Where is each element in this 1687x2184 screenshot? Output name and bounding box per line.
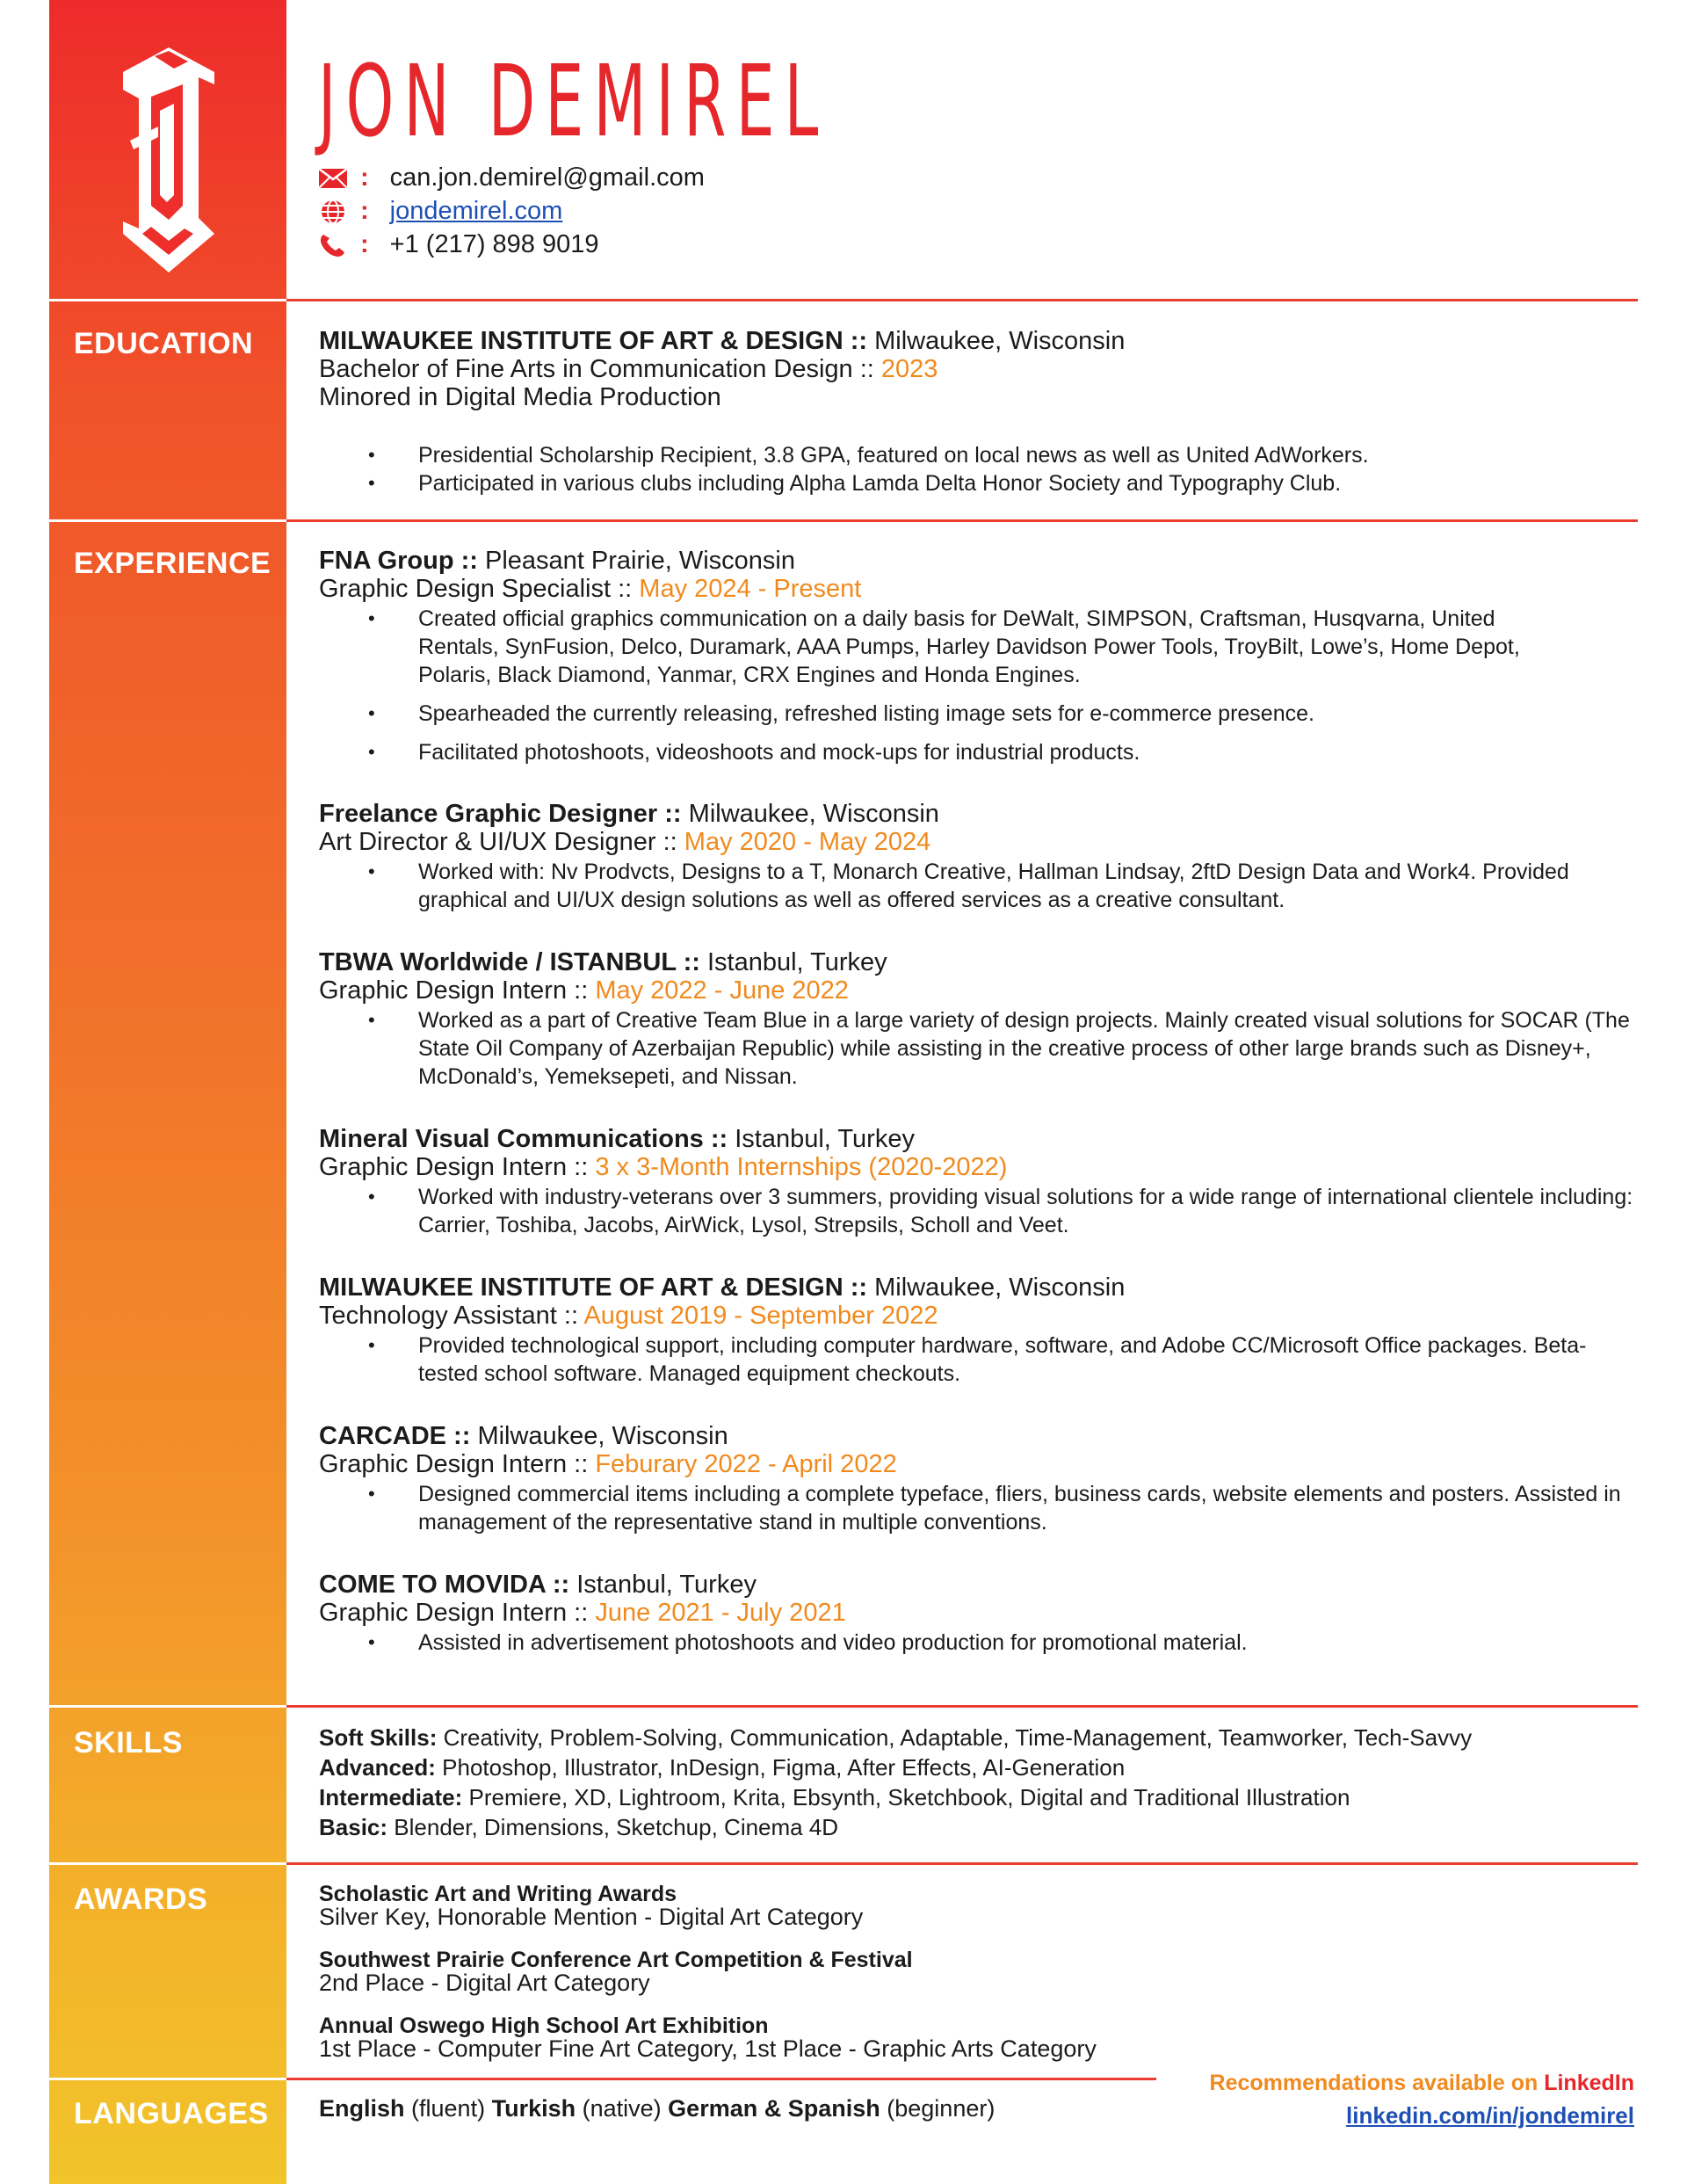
language-name: Turkish xyxy=(491,2095,576,2122)
job-role: Graphic Design Specialist :: xyxy=(319,575,633,603)
contact-separator: : xyxy=(360,197,369,225)
language-level: (fluent) xyxy=(411,2095,486,2122)
company-name: FNA Group :: xyxy=(319,547,478,575)
skill-value: Photoshop, Illustrator, InDesign, Figma, After Effects, AI-Generation xyxy=(442,1754,1126,1781)
website-row xyxy=(318,197,562,226)
company-name: COME TO MOVIDA :: xyxy=(319,1571,570,1599)
job-dates: 3 x 3-Month Internships (2020-2022) xyxy=(595,1153,1008,1181)
section-divider xyxy=(286,519,1638,522)
job-role: Graphic Design Intern :: xyxy=(319,976,589,1005)
degree: Bachelor of Fine Arts in Communication Design :: xyxy=(319,355,874,383)
job-dates: Feburary 2022 - April 2022 xyxy=(595,1450,897,1478)
language-name: English xyxy=(319,2095,405,2122)
job-dates: May 2022 - June 2022 xyxy=(595,976,849,1005)
section-divider xyxy=(286,1705,1638,1708)
job-bullets xyxy=(319,605,1634,766)
award-title: Southwest Prairie Conference Art Competition & Festival xyxy=(319,1948,913,1972)
linkedin-link[interactable]: linkedin.com/in/jondemirel xyxy=(1346,2102,1634,2129)
phone-row xyxy=(318,230,599,259)
sidebar-divider xyxy=(49,2078,286,2080)
graduation-year: 2023 xyxy=(880,355,938,383)
sidebar-divider xyxy=(49,1862,286,1865)
company-name: Freelance Graphic Designer :: xyxy=(319,800,682,828)
job-role: Graphic Design Intern :: xyxy=(319,1599,589,1627)
candidate-name: JON DEMIREL xyxy=(318,45,829,159)
job-role: Technology Assistant :: xyxy=(319,1302,578,1330)
job-dates: June 2021 - July 2021 xyxy=(595,1599,846,1627)
language-name: German & Spanish xyxy=(668,2095,880,2122)
email-row xyxy=(318,163,705,192)
contact-separator: : xyxy=(360,230,369,258)
job-role: Graphic Design Intern :: xyxy=(319,1153,589,1181)
monogram-logo-icon xyxy=(107,46,230,274)
company-name: CARCADE :: xyxy=(319,1422,471,1450)
skill-label: Advanced: xyxy=(319,1754,436,1781)
section-label-languages: LANGUAGES xyxy=(74,2097,269,2130)
globe-icon xyxy=(318,199,348,225)
section-divider xyxy=(286,2078,1156,2080)
award-detail: Silver Key, Honorable Mention - Digital Art Category xyxy=(319,1904,864,1930)
job-dates: August 2019 - September 2022 xyxy=(583,1302,938,1330)
list-item: • Facilitated photoshoots, videoshoots and mock-ups for industrial products. xyxy=(319,738,1582,766)
skill-label: Intermediate: xyxy=(319,1784,463,1810)
section-label-awards: AWARDS xyxy=(74,1883,208,1916)
company-name: Mineral Visual Communications :: xyxy=(319,1125,728,1153)
job-dates: May 2024 - Present xyxy=(639,575,862,603)
list-item: • Presidential Scholarship Recipient, 3.8 GPA, featured on local news as well as United AdWorkers. xyxy=(319,441,1634,469)
experience-entry xyxy=(319,1571,1634,1657)
job-location: Milwaukee, Wisconsin xyxy=(477,1422,728,1450)
languages-line xyxy=(319,2095,995,2122)
phone-icon xyxy=(318,232,348,258)
list-item: • Spearheaded the currently releasing, refreshed listing image sets for e-commerce presence. xyxy=(319,700,1582,728)
job-role: Graphic Design Intern :: xyxy=(319,1450,589,1478)
section-label-experience: EXPERIENCE xyxy=(74,547,272,580)
skill-label: Soft Skills: xyxy=(319,1724,438,1751)
award-title: Annual Oswego High School Art Exhibition xyxy=(319,2013,769,2038)
contact-separator: : xyxy=(360,163,369,192)
skill-label: Basic: xyxy=(319,1814,388,1840)
phone-text: +1 (217) 898 9019 xyxy=(389,230,599,258)
company-name: TBWA Worldwide / ISTANBUL :: xyxy=(319,948,700,976)
email-text[interactable]: can.jon.demirel@gmail.com xyxy=(389,163,705,192)
list-item: • Participated in various clubs including Alpha Lamda Delta Honor Society and Typography Club. xyxy=(319,469,1634,497)
job-bullets xyxy=(319,1629,1634,1657)
reco-brand: LinkedIn xyxy=(1544,2071,1634,2095)
experience-entry xyxy=(319,1125,1634,1239)
experience-entry xyxy=(319,1422,1634,1536)
award-entry xyxy=(319,1948,1634,1994)
job-location: Istanbul, Turkey xyxy=(576,1571,757,1599)
job-bullets xyxy=(319,1183,1634,1239)
list-item: • Created official graphics communication on a daily basis for DeWalt, SIMPSON, Craftsman, Husqvarna, United Rentals, SynFusion, Delco, Duramark, AAA Pumps, Harley Davidson Power Tools, TroyBilt, Lowe’s, Home Depot, Polaris, Black Diamond, Yanmar, CRX Engines and Honda Engines. xyxy=(319,605,1582,689)
section-label-education: EDUCATION xyxy=(74,327,254,360)
skill-value: Premiere, XD, Lightroom, Krita, Ebsynth, Sketchbook, Digital and Traditional Illustration xyxy=(468,1784,1350,1810)
skills-list xyxy=(319,1723,1634,1842)
list-item: • Worked with industry-veterans over 3 summers, providing visual solutions for a wide range of international clientele including: Carrier, Toshiba, Jacobs, AirWick, Lysol, Strepsils, Scholl and Veet. xyxy=(319,1183,1634,1239)
award-entry xyxy=(319,2014,1634,2060)
reco-text: Recommendations available on xyxy=(1209,2071,1539,2095)
section-label-skills: SKILLS xyxy=(74,1726,183,1760)
education-entry xyxy=(319,327,1634,497)
experience-entry xyxy=(319,1273,1634,1388)
job-role: Art Director & UI/UX Designer :: xyxy=(319,828,677,856)
award-entry xyxy=(319,1883,1634,1928)
sidebar-divider xyxy=(49,519,286,522)
language-level: (native) xyxy=(582,2095,662,2122)
experience-entry xyxy=(319,948,1634,1091)
recommendations-note xyxy=(1210,2071,1634,2096)
website-link[interactable]: jondemirel.com xyxy=(389,197,563,225)
language-level: (beginner) xyxy=(887,2095,996,2122)
job-location: Istanbul, Turkey xyxy=(706,948,887,976)
list-item: • Designed commercial items including a complete typeface, fliers, business cards, website elements and posters. Assisted in management of the representative stand in multiple conventions. xyxy=(319,1480,1634,1536)
job-bullets xyxy=(319,858,1634,914)
list-item: • Assisted in advertisement photoshoots and video production for promotional material. xyxy=(319,1629,1634,1657)
job-location: Pleasant Prairie, Wisconsin xyxy=(485,547,795,575)
school-location: Milwaukee, Wisconsin xyxy=(874,327,1126,355)
job-location: Istanbul, Turkey xyxy=(735,1125,915,1153)
sidebar-divider xyxy=(49,299,286,301)
list-item: • Worked as a part of Creative Team Blue in a large variety of design projects. Mainly created visual solutions for SOCAR (The State Oil Company of Azerbaijan Republic) while assisting in the creative process of other large brands such as Disney+, McDonald’s, Yemeksepeti, and Nissan. xyxy=(319,1006,1634,1091)
award-detail: 1st Place - Computer Fine Art Category, 1st Place - Graphic Arts Category xyxy=(319,2035,1097,2062)
company-name: MILWAUKEE INSTITUTE OF ART & DESIGN :: xyxy=(319,1273,868,1302)
list-item: • Worked with: Nv Prodvcts, Designs to a T, Monarch Creative, Hallman Lindsay, 2ftD Design Data and Work4. Provided graphical and UI/UX design solutions as well as offered services as a creative consultant. xyxy=(319,858,1634,914)
school-name: MILWAUKEE INSTITUTE OF ART & DESIGN :: xyxy=(319,327,868,355)
skill-value: Creativity, Problem-Solving, Communication, Adaptable, Time-Management, Teamworker, Tech-Savvy xyxy=(443,1724,1473,1751)
job-bullets xyxy=(319,1331,1634,1388)
award-detail: 2nd Place - Digital Art Category xyxy=(319,1970,650,1996)
list-item: • Provided technological support, including computer hardware, software, and Adobe CC/Microsoft Office packages. Beta-tested school software. Managed equipment checkouts. xyxy=(319,1331,1634,1388)
job-location: Milwaukee, Wisconsin xyxy=(874,1273,1126,1302)
education-bullets xyxy=(319,441,1634,497)
skill-value: Blender, Dimensions, Sketchup, Cinema 4D xyxy=(394,1814,839,1840)
minor: Minored in Digital Media Production xyxy=(319,383,721,411)
section-divider xyxy=(286,1862,1638,1865)
job-bullets xyxy=(319,1006,1634,1091)
mail-icon xyxy=(318,165,348,192)
experience-entry xyxy=(319,800,1634,914)
job-bullets xyxy=(319,1480,1634,1536)
experience-entry xyxy=(319,547,1634,766)
section-divider xyxy=(286,299,1638,301)
job-location: Milwaukee, Wisconsin xyxy=(688,800,939,828)
sidebar-divider xyxy=(49,1705,286,1708)
job-dates: May 2020 - May 2024 xyxy=(684,828,931,856)
award-title: Scholastic Art and Writing Awards xyxy=(319,1882,677,1906)
